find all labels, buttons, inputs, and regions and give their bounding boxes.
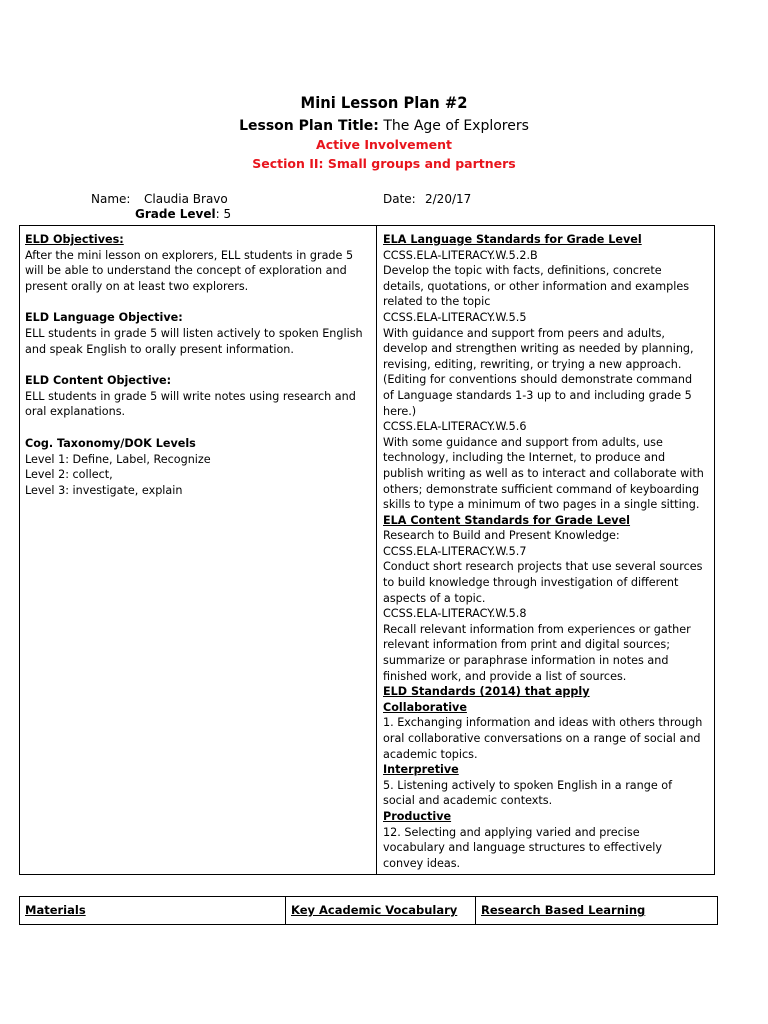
text-line: here.)	[383, 404, 417, 418]
eld-objectives-text	[25, 248, 371, 295]
text-line: Recall relevant information from experiences or gather	[383, 622, 691, 636]
text-line: revising, editing, rewriting, or trying a new approach.	[383, 357, 682, 371]
grade-level	[135, 207, 231, 221]
date-value: 2/20/17	[425, 192, 472, 206]
collaborative-text	[383, 715, 710, 762]
text-line: (Editing for conventions should demonstrate command	[383, 373, 693, 387]
text-line: summarize or paraphrase information in notes and	[383, 654, 669, 668]
grade-level-label: Grade Level	[135, 207, 216, 221]
text-line: publish writing as well as to interact and collaborate with	[383, 466, 704, 480]
text-line: develop and strengthen writing as needed by planning,	[383, 342, 694, 356]
text-line: Develop the topic with facts, definitions, concrete	[383, 264, 662, 278]
text-line: to build knowledge through investigation of different	[383, 576, 679, 590]
text-line: ELL students in grade 5 will write notes using research and	[25, 389, 356, 403]
text-line: After the mini lesson on explorers, ELL students in grade 5	[25, 248, 354, 262]
lesson-plan-title	[0, 118, 768, 134]
text-line: CCSS.ELA-LITERACY.W.5.7	[383, 544, 527, 558]
text-line: Conduct short research projects that use several sources	[383, 560, 703, 574]
ela-content-standards-heading: ELA Content Standards for Grade Level	[383, 513, 631, 527]
text-line: Level 2: collect,	[25, 468, 113, 482]
text-line: 1. Exchanging information and ideas with others through	[383, 716, 703, 730]
ela-language-standards-heading: ELA Language Standards for Grade Level	[383, 233, 642, 246]
research-learning-header: Research Based Learning	[481, 903, 646, 917]
text-line: CCSS.ELA-LITERACY.W.5.8	[383, 607, 527, 621]
eld-standards-heading: ELD Standards (2014) that apply	[383, 685, 590, 699]
text-line: Level 1: Define, Label, Recognize	[25, 452, 211, 466]
eld-content-objective-text	[25, 389, 371, 420]
productive-heading: Productive	[383, 809, 452, 823]
text-line: will be able to understand the concept of exploration and	[25, 264, 347, 278]
ela-content-standards-text	[383, 528, 710, 684]
materials-table	[19, 896, 718, 925]
text-line: present orally on at least two explorers.	[25, 279, 249, 293]
text-line: relevant information from print and digital sources;	[383, 638, 670, 652]
name-value: Claudia Bravo	[144, 192, 228, 206]
eld-language-objective-heading: ELD Language Objective:	[25, 311, 183, 325]
text-line: technology, including the Internet, to produce and	[383, 451, 666, 465]
text-line: vocabulary and language structures to effectively	[383, 841, 662, 855]
eld-content-objective-heading: ELD Content Objective:	[25, 374, 172, 388]
section-heading: Section II: Small groups and partners	[252, 156, 516, 171]
date-label: Date:	[383, 192, 416, 206]
productive-text	[383, 825, 710, 872]
collaborative-heading: Collaborative	[383, 700, 467, 714]
dok-levels-heading: Cog. Taxonomy/DOK Levels	[25, 436, 196, 450]
text-line: others; demonstrate sufficient command of keyboarding	[383, 482, 700, 496]
text-line: With guidance and support from peers and adults,	[383, 326, 665, 340]
text-line: Level 3: investigate, explain	[25, 483, 183, 497]
lesson-plan-title-label: Lesson Plan Title:	[239, 118, 379, 134]
lesson-plan-title-value: The Age of Explorers	[383, 118, 529, 134]
grade-level-value: : 5	[215, 207, 232, 221]
text-line: With some guidance and support from adults, use	[383, 435, 663, 449]
text-line: skills to type a minimum of two pages in a single sitting.	[383, 498, 700, 512]
eld-objectives-heading: ELD Objectives:	[25, 233, 124, 246]
text-line: details, quotations, or other information and examples	[383, 279, 690, 293]
text-line: 5. Listening actively to spoken English in a range of	[383, 778, 673, 792]
text-line: academic topics.	[383, 747, 478, 761]
objectives-column	[20, 226, 377, 874]
text-line: oral collaborative conversations on a range of social and	[383, 732, 701, 745]
text-line: CCSS.ELA-LITERACY.W.5.5	[383, 310, 527, 324]
eld-language-objective-text	[25, 326, 371, 357]
document-title: Mini Lesson Plan #2	[300, 93, 468, 112]
materials-header: Materials	[20, 897, 286, 924]
text-line: aspects of a topic.	[383, 591, 486, 605]
key-vocabulary-header: Key Academic Vocabulary	[286, 897, 476, 924]
active-involvement-heading: Active Involvement	[316, 137, 452, 152]
text-line: oral explanations.	[25, 405, 126, 419]
text-line: CCSS.ELA-LITERACY.W.5.2.B	[383, 248, 538, 262]
name-label: Name:	[91, 192, 131, 206]
interpretive-text	[383, 778, 710, 809]
text-line: 12. Selecting and applying varied and precise	[383, 825, 640, 839]
text-line: CCSS.ELA-LITERACY.W.5.6	[383, 420, 527, 434]
text-line: related to the topic	[383, 295, 491, 309]
text-line: of Language standards 1-3 up to and including grade 5	[383, 388, 692, 402]
ela-language-standards-text	[383, 248, 710, 513]
text-line: convey ideas.	[383, 856, 461, 870]
text-line: finished work, and provide a list of sources.	[383, 669, 627, 683]
text-line: ELL students in grade 5 will listen actively to spoken English	[25, 326, 363, 340]
text-line: and speak English to orally present information.	[25, 342, 294, 356]
dok-levels-text	[25, 452, 371, 499]
interpretive-heading: Interpretive	[383, 763, 459, 777]
text-line: Research to Build and Present Knowledge:	[383, 529, 620, 543]
objectives-standards-table	[19, 225, 715, 875]
text-line: social and academic contexts.	[383, 794, 553, 808]
standards-column	[377, 226, 714, 874]
